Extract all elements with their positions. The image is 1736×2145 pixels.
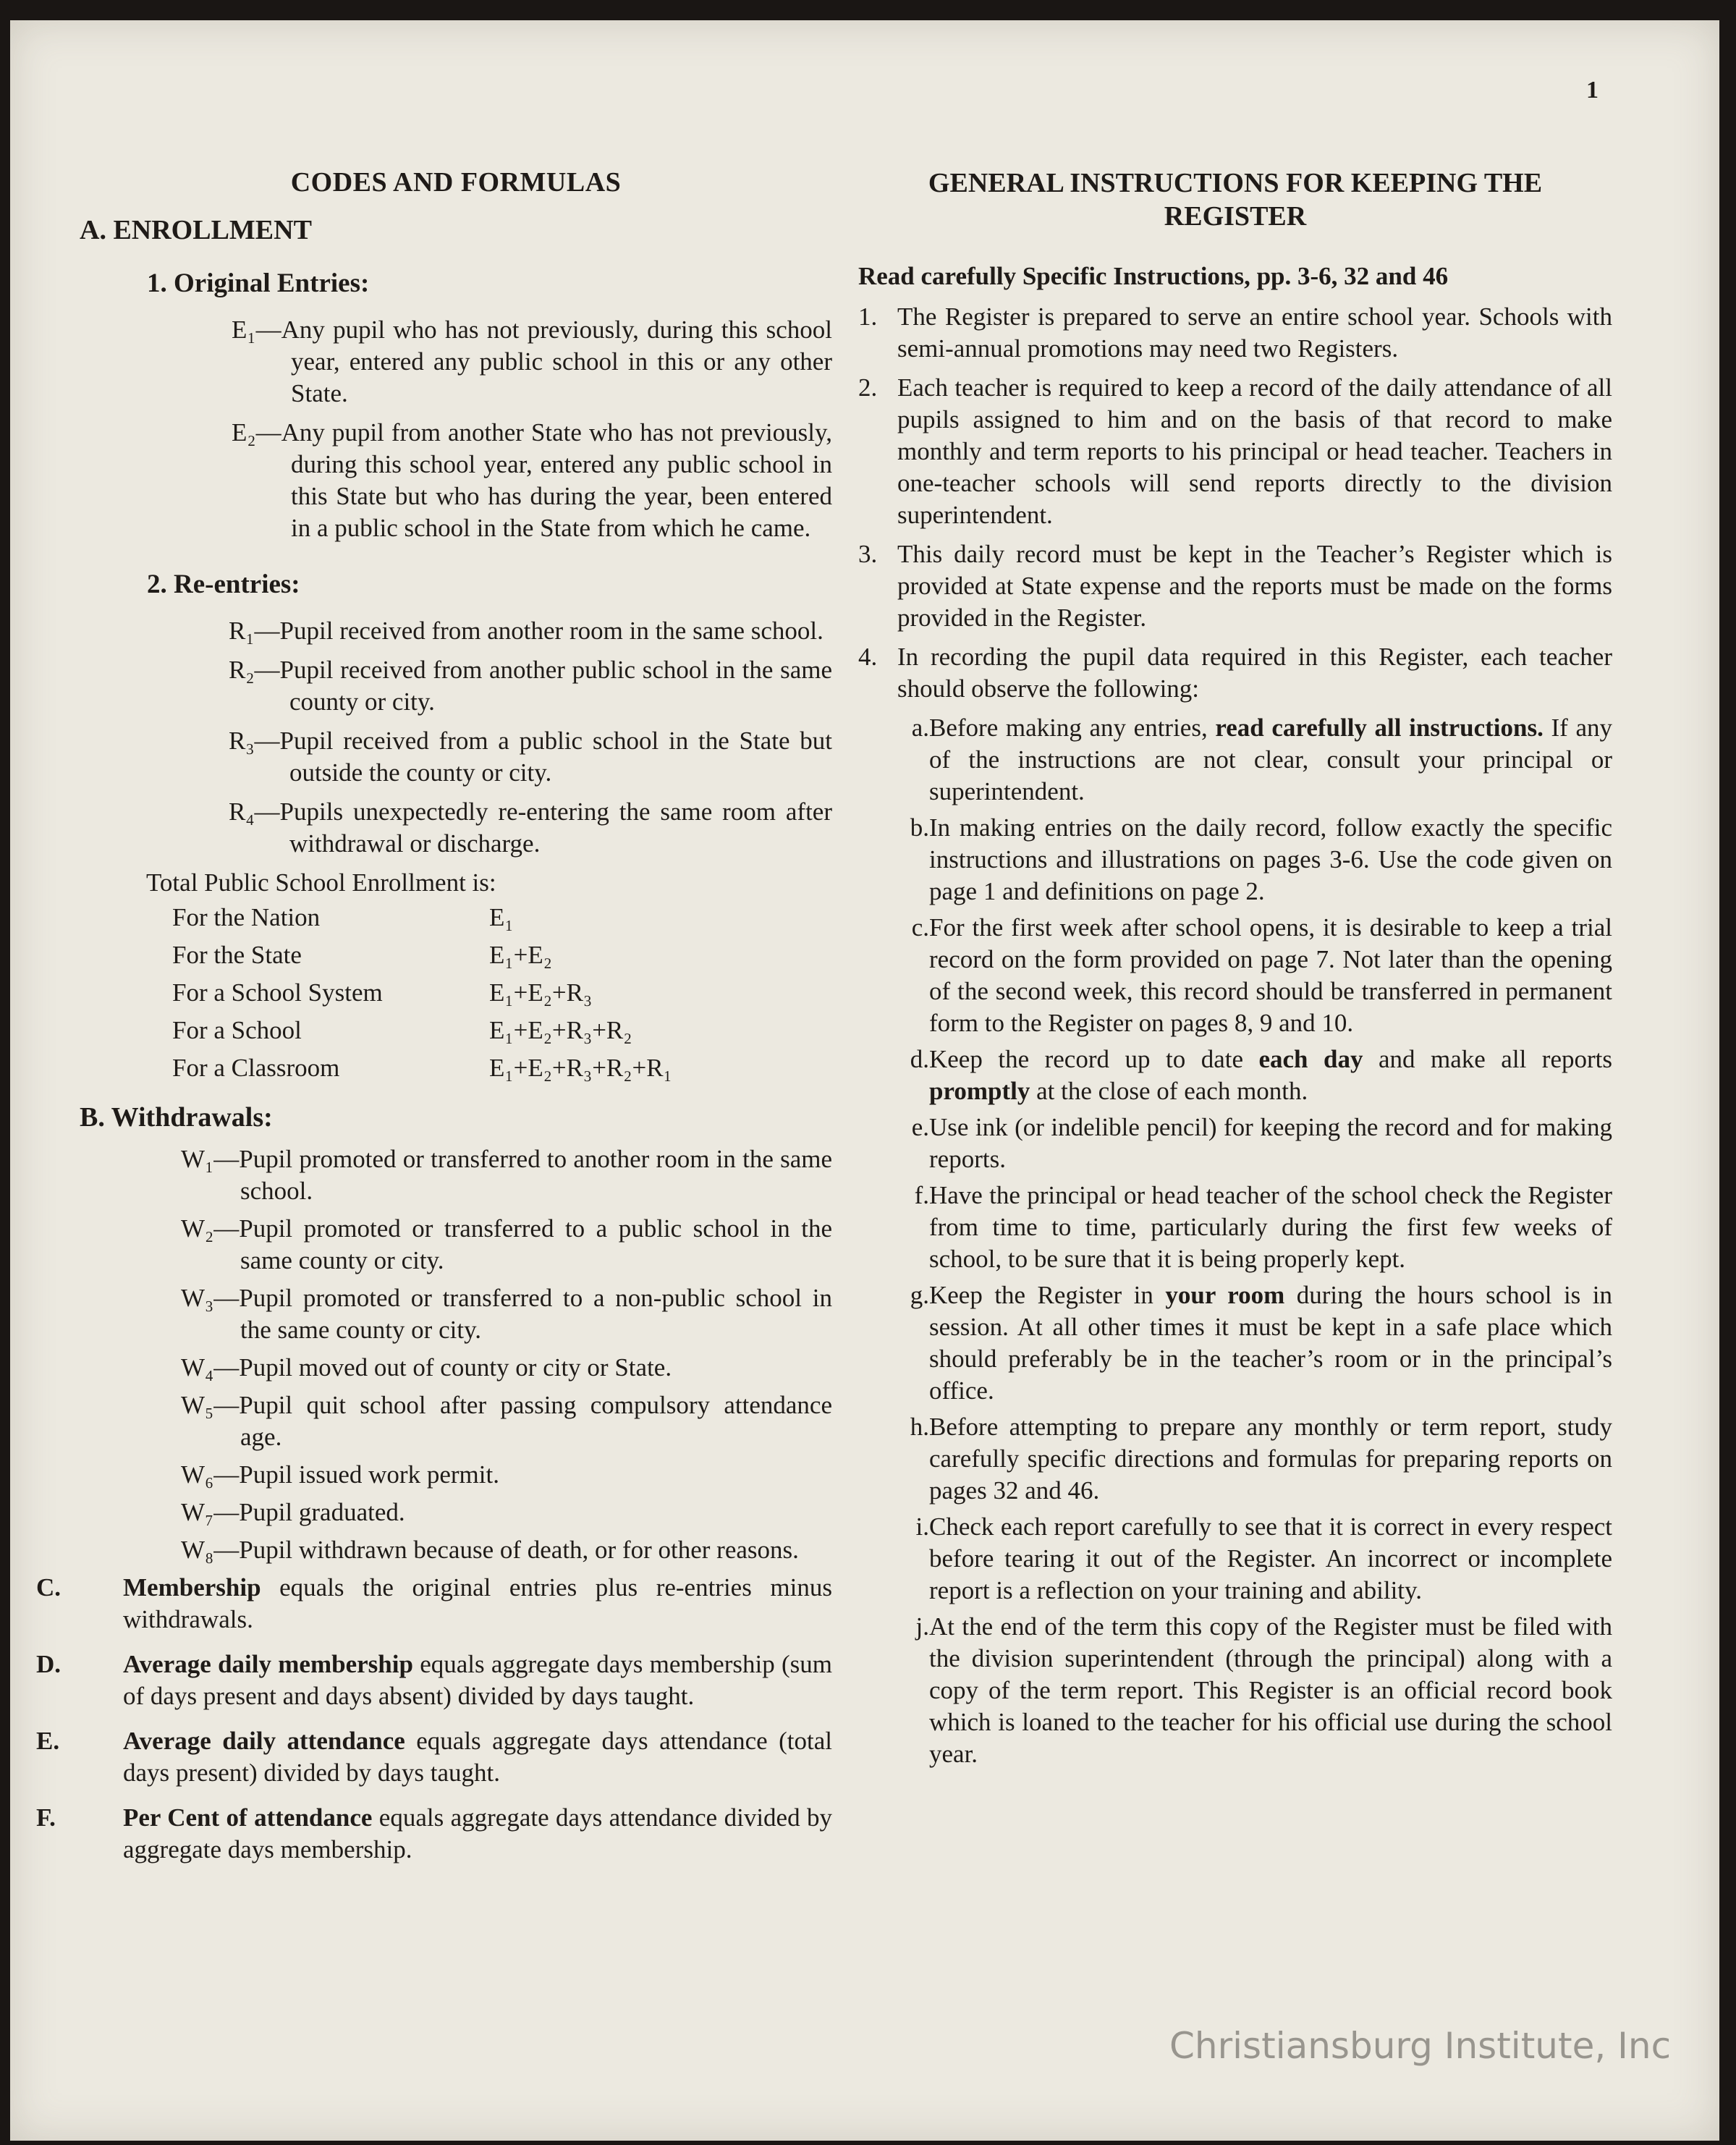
enrollment-formula: E₁+E₂+R₃ — [489, 978, 593, 1007]
code-r1: R₁—Pupil received from another room in the same school. — [229, 617, 823, 645]
item-letter: j. — [915, 1612, 929, 1641]
item-text: Check each report carefully to see that it is correct in every respect before tearing it out of the Register. An incorrect or incomplete report is a reflection on your training and ability. — [929, 1512, 1612, 1604]
item-emphasis: each day — [1258, 1045, 1363, 1073]
item-text: For the first week after school opens, it is desirable to keep a trial record on the form provided on page 7. Not later than the opening of the second week, this record should be transferred in permanent form to the Register on pages 8, 9 and 10. — [929, 913, 1612, 1037]
definition-letter: F. — [36, 1803, 56, 1832]
right-column — [858, 166, 1612, 1774]
item-letter: g. — [910, 1281, 929, 1309]
code-w4: W₄—Pupil moved out of county or city or State. — [181, 1353, 672, 1382]
re-entries-label: 2. Re-entries: — [147, 570, 300, 599]
instruction-4e — [858, 1112, 1612, 1175]
definition-text: equals the original entries plus re-entries minus withdrawals. — [123, 1573, 832, 1633]
definition-f — [36, 1802, 832, 1866]
definition-text: equals aggregate days attendance divided by aggregate days membership. — [123, 1803, 832, 1863]
code-w2: W₂—Pupil promoted or transferred to a public school in the same county or city. — [181, 1214, 832, 1274]
left-column — [36, 166, 832, 1879]
instruction-4d — [858, 1044, 1612, 1107]
code-r3: R₃—Pupil received from a public school in the State but outside the county or city. — [229, 727, 832, 787]
item-letter: d. — [910, 1045, 929, 1073]
definition-d — [36, 1649, 832, 1712]
definition-letter: D. — [36, 1650, 62, 1678]
item-text: In making entries on the daily record, follow exactly the specific instructions and illustrations on pages 3-6. Use the code given on page 1 and definitions on page 2. — [929, 813, 1612, 905]
enrollment-formula: E₁ — [489, 903, 514, 931]
item-text: at the close of each month. — [1030, 1077, 1308, 1105]
item-letter: e. — [911, 1113, 929, 1141]
instruction-4h — [858, 1411, 1612, 1507]
enrollment-title: Total Public School Enrollment is: — [146, 868, 496, 897]
instruction-4j — [858, 1611, 1612, 1770]
enrollment-formula: E₁+E₂+R₃+R₂ — [489, 1016, 632, 1044]
item-text: This daily record must be kept in the Teacher’s Register which is provided at State expense and the reports must be made on the forms provided in the Register. — [897, 540, 1612, 632]
item-letter: h. — [910, 1413, 929, 1441]
enrollment-label: For a School System — [172, 978, 383, 1007]
code-w3: W₃—Pupil promoted or transferred to a non-public school in the same county or city. — [181, 1284, 832, 1344]
item-text: Have the principal or head teacher of the school check the Register from time to time, particularly during the first few weeks of school, to be sure that it is being properly kept. — [929, 1181, 1612, 1273]
definition-e — [36, 1725, 832, 1789]
code-w7: W₇—Pupil graduated. — [181, 1498, 405, 1526]
enrollment-label: For the Nation — [172, 903, 321, 931]
instruction-4 — [858, 641, 1612, 705]
item-text: Each teacher is required to keep a record of the daily attendance of all pupils assigned to him and on the basis of that record to make monthly and term reports to his principal or head teacher. Teachers in one-teacher schools will send reports directly to the division superintendent. — [897, 373, 1612, 529]
instruction-1 — [858, 301, 1612, 365]
definition-term: Per Cent of attendance — [123, 1803, 373, 1832]
left-title: CODES AND FORMULAS — [290, 167, 622, 198]
definition-term: Average daily membership — [123, 1650, 413, 1678]
item-text: Use ink (or indelible pencil) for keeping the record and for making reports. — [929, 1113, 1612, 1173]
table-row — [172, 939, 672, 977]
code-w6: W₆—Pupil issued work permit. — [181, 1460, 499, 1489]
document-page — [10, 20, 1719, 2141]
enrollment-table — [172, 902, 672, 1090]
right-title-line1: GENERAL INSTRUCTIONS FOR KEEPING THE — [928, 168, 1543, 198]
item-number: 4. — [858, 643, 878, 671]
item-text: At the end of the term this copy of the Register must be filed with the division superintendent (through the principal) along with a copy of the term report. This Register is an official record book which is loaned to the teacher for his official use during the school year. — [929, 1612, 1612, 1768]
definition-letter: C. — [36, 1573, 62, 1602]
item-emphasis: promptly — [929, 1077, 1030, 1105]
code-r4: R₄—Pupils unexpectedly re-entering the same room after withdrawal or discharge. — [229, 798, 832, 858]
enrollment-label: For a School — [172, 1016, 302, 1044]
table-row — [172, 1052, 672, 1090]
right-title — [858, 166, 1612, 233]
item-text: during the hours school is in session. At all other times it must be kept in a safe place which should preferably be in the teacher’s room or in the principal’s office. — [929, 1281, 1612, 1405]
item-letter: i. — [915, 1512, 929, 1541]
code-w5: W₅—Pupil quit school after passing compulsory attendance age. — [181, 1391, 832, 1451]
item-emphasis: your room — [1165, 1281, 1285, 1309]
item-text: and make all reports — [1363, 1045, 1612, 1073]
code-w8: W₈—Pupil withdrawn because of death, or for other reasons. — [181, 1536, 799, 1564]
right-subtitle: Read carefully Specific Instructions, pp. 3-6, 32 and 46 — [858, 262, 1449, 290]
code-w1: W₁—Pupil promoted or transferred to another room in the same school. — [181, 1145, 832, 1205]
page-number: 1 — [1586, 77, 1599, 103]
item-text: The Register is prepared to serve an entire school year. Schools with semi-annual promotions may need two Registers. — [897, 302, 1612, 363]
instruction-4b — [858, 812, 1612, 908]
table-row — [172, 902, 672, 939]
item-text: If any of the instructions are not clear, consult your principal or superintendent. — [929, 714, 1612, 805]
item-text: Before making any entries, — [929, 714, 1216, 742]
enrollment-formula: E₁+E₂ — [489, 941, 552, 969]
definition-text: equals aggregate days attendance (total days present) divided by days taught. — [123, 1727, 832, 1787]
section-a-heading: A. ENROLLMENT — [80, 215, 312, 245]
item-number: 1. — [858, 302, 878, 331]
instruction-4g — [858, 1279, 1612, 1407]
enrollment-label: For the State — [172, 941, 302, 969]
code-r2: R₂—Pupil received from another public school in the same county or city. — [229, 656, 832, 716]
instruction-3 — [858, 538, 1612, 634]
instruction-2 — [858, 372, 1612, 531]
item-text: Before attempting to prepare any monthly or term report, study carefully specific directions and formulas for preparing reports on pages 32 and 46. — [929, 1413, 1612, 1505]
item-emphasis: read carefully all instructions. — [1215, 714, 1544, 742]
right-title-line2: REGISTER — [1164, 201, 1307, 232]
item-text: Keep the record up to date — [929, 1045, 1259, 1073]
instruction-4c — [858, 912, 1612, 1039]
table-row — [172, 977, 672, 1015]
section-b-heading: B. Withdrawals: — [80, 1102, 273, 1133]
code-e2: E₂—Any pupil from another State who has not previously, during this school year, entered any public school in this State but who has during the year, been entered in a public school in the State from which he came. — [232, 418, 832, 542]
instruction-4i — [858, 1511, 1612, 1607]
enrollment-label: For a Classroom — [172, 1054, 340, 1082]
item-letter: f. — [914, 1181, 929, 1209]
original-entries-label: 1. Original Entries: — [147, 268, 370, 298]
item-number: 3. — [858, 540, 878, 568]
code-e1: E₁—Any pupil who has not previously, during this school year, entered any public school in this or any other State. — [232, 316, 832, 407]
definition-term: Average daily attendance — [123, 1727, 405, 1755]
instruction-4a — [858, 712, 1612, 808]
enrollment-formula: E₁+E₂+R₃+R₂+R₁ — [489, 1054, 672, 1082]
watermark: Christiansburg Institute, Inc — [1169, 2025, 1672, 2067]
table-row — [172, 1015, 672, 1052]
item-text: Keep the Register in — [929, 1281, 1166, 1309]
definition-text: equals aggregate days membership (sum of days present and days absent) divided by days taught. — [123, 1650, 832, 1710]
definition-c — [36, 1572, 832, 1636]
item-letter: a. — [911, 714, 929, 742]
definition-term: Membership — [123, 1573, 261, 1602]
instruction-4f — [858, 1180, 1612, 1275]
item-number: 2. — [858, 373, 878, 402]
item-letter: c. — [911, 913, 929, 942]
item-text: In recording the pupil data required in this Register, each teacher should observe the following: — [897, 643, 1612, 703]
definition-letter: E. — [36, 1727, 60, 1755]
item-letter: b. — [910, 813, 929, 842]
